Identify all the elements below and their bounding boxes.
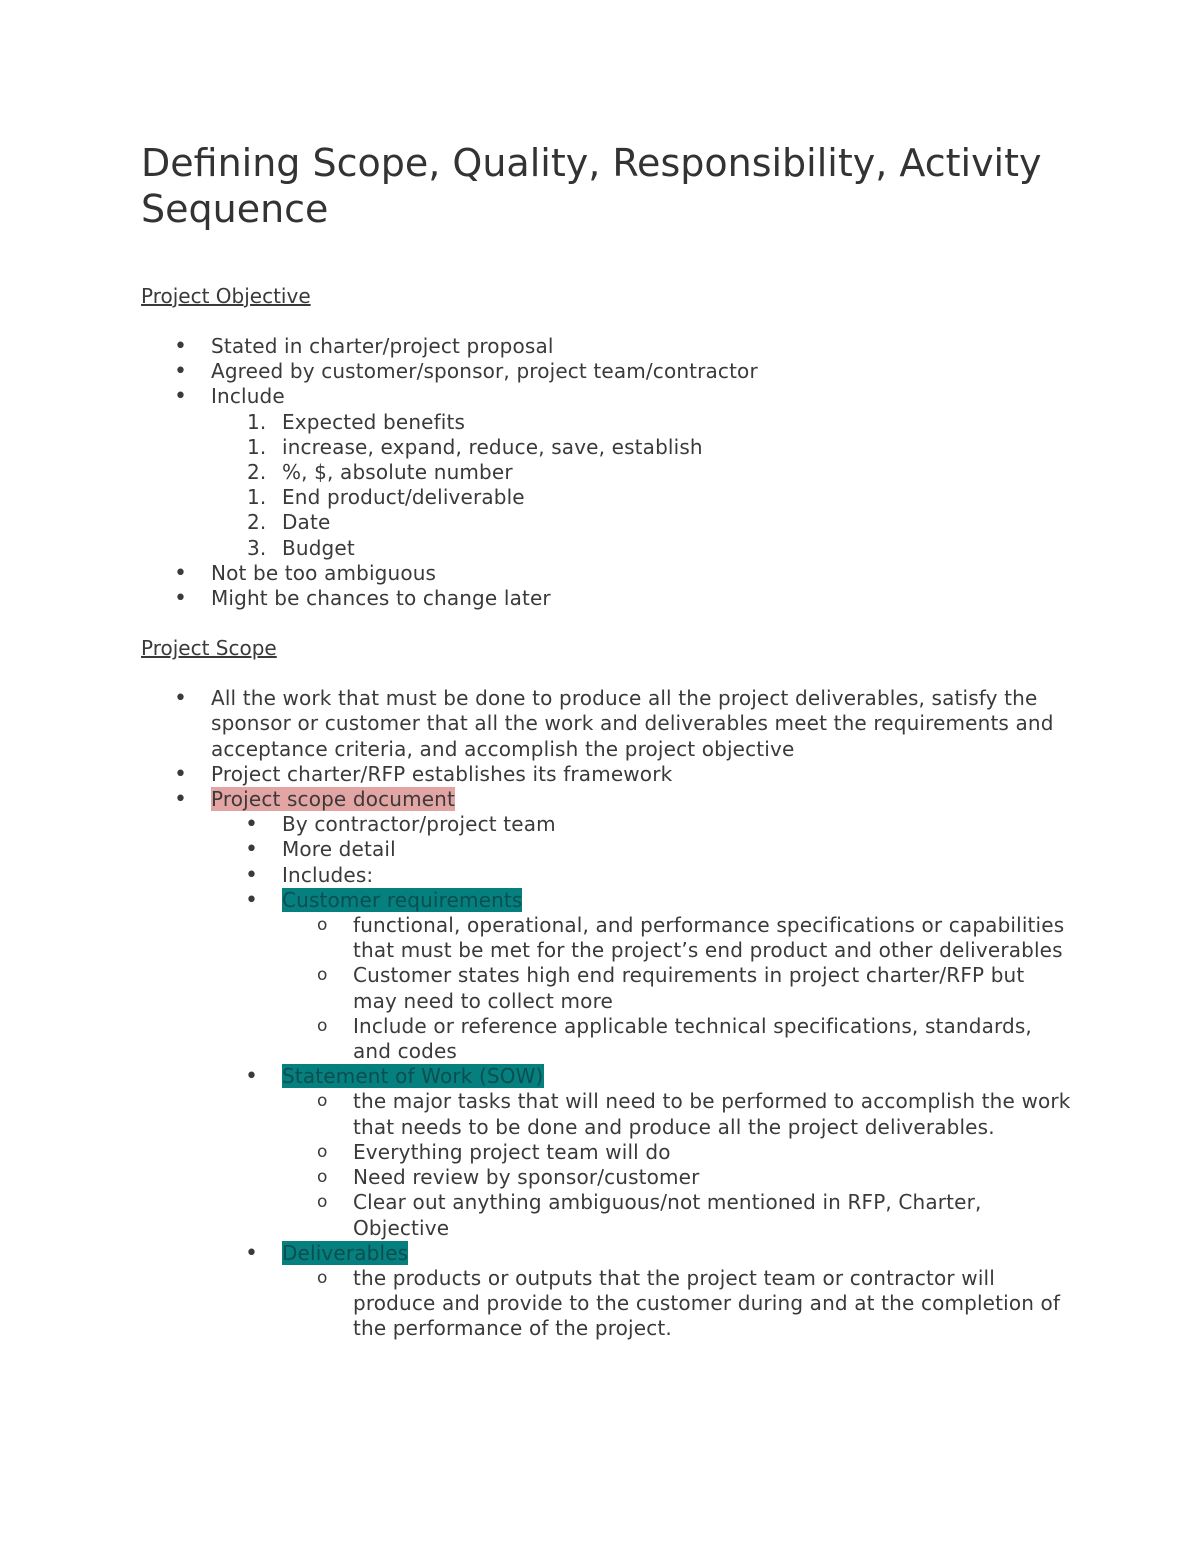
circle-bullet-icon: o [317,1091,328,1112]
circle-bullet-icon: o [317,1167,328,1188]
bullet-icon: • [174,384,188,410]
list-item: • By contractor/project team [245,812,556,838]
section-heading-scope: Project Scope [141,636,277,661]
list-item: • Include [174,384,285,410]
numbered-item: 1. End product/deliverable [247,485,525,510]
bullet-icon: • [174,334,188,359]
circle-bullet-icon: o [317,1015,328,1036]
bullet-icon: • [245,837,259,863]
list-number: 1. [247,485,267,510]
numbered-item: 2. Date [247,510,331,535]
circle-bullet-icon: o [317,1141,328,1162]
list-item: • All the work that must be done to produce all the project deliverables, satisfy the sponsor or customer that all the work and deliverables meet the requirements and acceptance criteria, and accomplish the project objective [174,686,1054,761]
bullet-icon: • [174,761,188,787]
list-item: • More detail [245,837,396,863]
list-item [141,787,1071,812]
section-heading-objective: Project Objective [141,284,311,308]
bullet-icon: • [245,1240,259,1266]
bullet-icon: • [245,887,259,913]
list-item: • Not be too ambiguous [174,560,437,586]
list-item: o the products or outputs that the project team or contractor will produce and provide to the customer during and at the completion of the performance of the project. [317,1265,1061,1341]
highlight-scope-document: Project scope document [211,787,456,812]
list-item: o Customer states high end requirements in project charter/RFP but may need to collect more [317,963,1025,1013]
list-number: 3. [247,535,267,560]
list-number: 1. [247,434,267,459]
list-item [141,888,1071,913]
bullet-icon: • [174,359,188,385]
list-item: • Stated in charter/project proposal [174,334,554,359]
list-item: o Clear out anything ambiguous/not mentioned in RFP, Charter, Objective [317,1190,982,1240]
objective-list [141,334,1071,611]
bullet-icon: • [174,586,188,612]
circle-bullet-icon: o [317,965,328,986]
bullet-icon: • [174,787,188,813]
document-page [141,140,1071,1342]
list-number: 2. [247,510,267,535]
list-item: • Might be chances to change later [174,586,551,612]
list-item: o the major tasks that will need to be performed to accomplish the work that needs to be done and produce all the project deliverables. [317,1089,1071,1139]
numbered-item: 2. %, $, absolute number [247,460,513,485]
numbered-item: 1. Expected benefits [247,409,466,434]
list-item: o functional, operational, and performance specifications or capabilities that must be met for the project’s end product and other deliverables [317,913,1065,963]
bullet-icon: • [245,812,259,838]
list-item: o Everything project team will do [317,1139,671,1164]
numbered-item: 3. Budget [247,535,355,560]
highlight-statement-of-work: Statement of Work (SOW) [282,1064,544,1089]
list-item [141,1241,1071,1266]
list-item: • Project charter/RFP establishes its framework [174,761,673,787]
numbered-item: 1. increase, expand, reduce, save, establish [247,434,703,459]
document-title: Defining Scope, Quality, Responsibility, Activity Sequence [141,141,1042,231]
bullet-icon: • [174,686,188,712]
bullet-icon: • [245,1064,259,1090]
list-item: o Need review by sponsor/customer [317,1165,700,1190]
list-item: o Include or reference applicable technical specifications, standards, and codes [317,1013,1032,1064]
list-item: • Includes: [245,862,374,888]
circle-bullet-icon: o [317,1267,328,1288]
bullet-icon: • [245,862,259,888]
bullet-icon: • [174,560,188,586]
circle-bullet-icon: o [317,915,328,936]
highlight-customer-requirements: Customer requirements [282,887,523,912]
highlight-deliverables: Deliverables [282,1240,409,1265]
scope-list [141,686,1071,1341]
list-number: 2. [247,460,267,485]
list-number: 1. [247,409,267,434]
list-item: • Agreed by customer/sponsor, project team/contractor [174,359,758,385]
circle-bullet-icon: o [317,1192,328,1213]
list-item [141,1064,1071,1089]
